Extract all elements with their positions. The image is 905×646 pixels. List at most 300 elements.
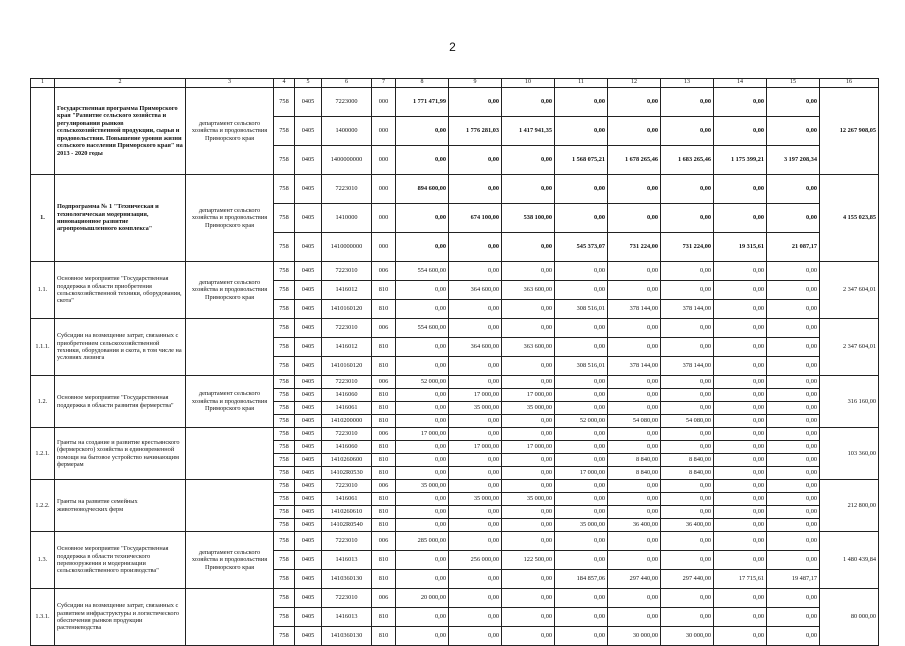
amount-cell: 0,00	[714, 441, 767, 454]
budget-code-cell: 810	[372, 519, 396, 532]
amount-cell: 0,00	[714, 428, 767, 441]
table-row	[31, 319, 879, 338]
budget-code-cell: 7223010	[322, 428, 372, 441]
amount-cell: 0,00	[661, 175, 714, 204]
budget-code-cell: 810	[372, 402, 396, 415]
item-number	[31, 88, 55, 175]
item-name: Государственная программа Приморского края "Развитие сельского хозяйства и регулирования рынков сельскохозяйственной продукции, сырья и продовольствия. Повышение уровня жизни сельского населения Приморского края" на 2013 - 2020 годы	[55, 88, 186, 175]
amount-cell: 1 683 265,46	[661, 146, 714, 175]
amount-cell: 0,00	[767, 589, 820, 608]
amount-cell: 0,00	[767, 300, 820, 319]
amount-cell: 363 600,00	[502, 338, 555, 357]
table-row	[31, 262, 879, 281]
item-name: Гранты на развитие семейных животноводческих ферм	[55, 480, 186, 532]
budget-code-cell: 0405	[295, 608, 322, 627]
table-row	[31, 589, 879, 608]
amount-cell: 0,00	[502, 519, 555, 532]
budget-code-cell: 758	[274, 175, 295, 204]
amount-cell: 35 000,00	[396, 480, 449, 493]
budget-code-cell: 0405	[295, 493, 322, 506]
amount-cell: 0,00	[767, 376, 820, 389]
item-name: Субсидии на возмещение затрат, связанных с приобретением сельскохозяйственной техники, оборудования и скота, в том числе на условиях лизинга	[55, 319, 186, 376]
budget-code-cell: 758	[274, 551, 295, 570]
amount-cell: 0,00	[396, 454, 449, 467]
amount-cell: 0,00	[396, 204, 449, 233]
budget-code-cell: 1416061	[322, 402, 372, 415]
total-amount: 316 160,00	[820, 376, 879, 428]
amount-cell: 0,00	[767, 319, 820, 338]
amount-cell: 0,00	[555, 338, 608, 357]
amount-cell: 0,00	[502, 506, 555, 519]
amount-cell: 3 197 208,34	[767, 146, 820, 175]
amount-cell: 52 000,00	[396, 376, 449, 389]
item-number: 1.2.	[31, 376, 55, 428]
amount-cell: 285 000,00	[396, 532, 449, 551]
amount-cell: 0,00	[449, 480, 502, 493]
table-header-row	[31, 79, 879, 88]
budget-code-cell: 0405	[295, 402, 322, 415]
amount-cell: 0,00	[555, 262, 608, 281]
budget-code-cell: 758	[274, 357, 295, 376]
amount-cell: 8 840,00	[661, 454, 714, 467]
amount-cell: 0,00	[608, 480, 661, 493]
amount-cell: 0,00	[608, 338, 661, 357]
total-amount: 2 347 604,01	[820, 319, 879, 376]
amount-cell: 378 144,00	[608, 300, 661, 319]
amount-cell: 0,00	[661, 441, 714, 454]
budget-code-cell: 7223010	[322, 480, 372, 493]
amount-cell: 0,00	[502, 532, 555, 551]
budget-code-cell: 810	[372, 415, 396, 428]
amount-cell: 0,00	[714, 589, 767, 608]
amount-cell: 0,00	[767, 428, 820, 441]
budget-code-cell: 0405	[295, 415, 322, 428]
budget-code-cell: 758	[274, 454, 295, 467]
budget-code-cell: 810	[372, 281, 396, 300]
amount-cell: 0,00	[502, 233, 555, 262]
budget-code-cell: 0405	[295, 519, 322, 532]
amount-cell: 0,00	[714, 175, 767, 204]
amount-cell: 0,00	[396, 402, 449, 415]
amount-cell: 0,00	[502, 454, 555, 467]
amount-cell: 0,00	[767, 262, 820, 281]
responsible-executor: департамент сельского хозяйства и продовольствия Приморского края	[186, 175, 274, 262]
amount-cell: 0,00	[714, 415, 767, 428]
amount-cell: 0,00	[714, 506, 767, 519]
budget-code-cell: 0405	[295, 532, 322, 551]
amount-cell: 0,00	[714, 480, 767, 493]
amount-cell: 0,00	[714, 551, 767, 570]
budget-code-cell: 810	[372, 493, 396, 506]
budget-code-cell: 000	[372, 88, 396, 117]
amount-cell: 0,00	[767, 627, 820, 646]
amount-cell: 0,00	[502, 589, 555, 608]
budget-code-cell: 1416060	[322, 389, 372, 402]
item-name: Основное мероприятие "Государственная поддержка в области развития фермерства"	[55, 376, 186, 428]
budget-code-cell: 7223010	[322, 319, 372, 338]
amount-cell: 54 080,00	[661, 415, 714, 428]
amount-cell: 0,00	[449, 570, 502, 589]
budget-code-cell: 758	[274, 428, 295, 441]
responsible-executor	[186, 428, 274, 480]
total-amount: 2 347 604,01	[820, 262, 879, 319]
amount-cell: 0,00	[555, 389, 608, 402]
budget-code-cell: 1400000000	[322, 146, 372, 175]
item-name: Основное мероприятие "Государственная поддержка в области технического перевооружения и модернизации сельскохозяйственного производства"	[55, 532, 186, 589]
page-number: 2	[449, 40, 456, 54]
amount-cell: 0,00	[502, 428, 555, 441]
item-number: 1.2.1.	[31, 428, 55, 480]
budget-code-cell: 758	[274, 204, 295, 233]
amount-cell: 0,00	[502, 88, 555, 117]
amount-cell: 19 487,17	[767, 570, 820, 589]
amount-cell: 0,00	[714, 467, 767, 480]
budget-code-cell: 0405	[295, 589, 322, 608]
amount-cell: 0,00	[449, 376, 502, 389]
amount-cell: 0,00	[767, 175, 820, 204]
budget-code-cell: 1410260600	[322, 454, 372, 467]
amount-cell: 0,00	[449, 589, 502, 608]
amount-cell: 0,00	[608, 376, 661, 389]
amount-cell: 0,00	[396, 146, 449, 175]
item-name: Подпрограмма № 1 "Техническая и технологическая модернизация, инновационное развитие агропромышленного комплекса"	[55, 175, 186, 262]
amount-cell: 0,00	[661, 428, 714, 441]
budget-code-cell: 0405	[295, 357, 322, 376]
budget-code-cell: 0405	[295, 454, 322, 467]
budget-code-cell: 14102R0540	[322, 519, 372, 532]
amount-cell: 0,00	[608, 493, 661, 506]
amount-cell: 0,00	[608, 117, 661, 146]
amount-cell: 0,00	[555, 532, 608, 551]
amount-cell: 0,00	[767, 389, 820, 402]
amount-cell: 35 000,00	[555, 519, 608, 532]
responsible-executor: департамент сельского хозяйства и продовольствия Приморского края	[186, 376, 274, 428]
amount-cell: 0,00	[449, 428, 502, 441]
amount-cell: 256 000,00	[449, 551, 502, 570]
budget-code-cell: 758	[274, 467, 295, 480]
amount-cell: 0,00	[502, 262, 555, 281]
amount-cell: 35 000,00	[502, 402, 555, 415]
amount-cell: 0,00	[449, 608, 502, 627]
budget-code-cell: 758	[274, 627, 295, 646]
budget-code-cell: 000	[372, 117, 396, 146]
amount-cell: 0,00	[555, 376, 608, 389]
amount-cell: 0,00	[661, 117, 714, 146]
budget-code-cell: 758	[274, 146, 295, 175]
amount-cell: 0,00	[714, 262, 767, 281]
item-number: 1.2.2.	[31, 480, 55, 532]
budget-code-cell: 7223010	[322, 589, 372, 608]
budget-code-cell: 1410000000	[322, 233, 372, 262]
budget-code-cell: 758	[274, 441, 295, 454]
budget-code-cell: 006	[372, 319, 396, 338]
budget-code-cell: 7223010	[322, 376, 372, 389]
amount-cell: 0,00	[661, 551, 714, 570]
responsible-executor	[186, 319, 274, 376]
amount-cell: 0,00	[767, 493, 820, 506]
amount-cell: 0,00	[608, 589, 661, 608]
budget-code-cell: 758	[274, 262, 295, 281]
budget-code-cell: 006	[372, 428, 396, 441]
budget-code-cell: 758	[274, 389, 295, 402]
budget-code-cell: 758	[274, 88, 295, 117]
amount-cell: 0,00	[661, 281, 714, 300]
amount-cell: 36 400,00	[661, 519, 714, 532]
budget-code-cell: 0405	[295, 300, 322, 319]
amount-cell: 0,00	[555, 493, 608, 506]
amount-cell: 0,00	[661, 532, 714, 551]
budget-code-cell: 1416012	[322, 281, 372, 300]
amount-cell: 0,00	[396, 338, 449, 357]
responsible-executor: департамент сельского хозяйства и продовольствия Приморского края	[186, 532, 274, 589]
amount-cell: 0,00	[714, 338, 767, 357]
amount-cell: 0,00	[714, 117, 767, 146]
amount-cell: 378 144,00	[608, 357, 661, 376]
amount-cell: 378 144,00	[661, 300, 714, 319]
amount-cell: 0,00	[502, 467, 555, 480]
budget-code-cell: 1410260610	[322, 506, 372, 519]
item-name: Субсидии на возмещение затрат, связанных с развитием инфраструктуры и логистического обеспечения рынков продукции растениеводства	[55, 589, 186, 646]
amount-cell: 0,00	[714, 519, 767, 532]
budget-code-cell: 006	[372, 480, 396, 493]
table-row	[31, 88, 879, 117]
amount-cell: 0,00	[396, 281, 449, 300]
budget-code-cell: 0405	[295, 233, 322, 262]
amount-cell: 0,00	[608, 551, 661, 570]
budget-code-cell: 810	[372, 300, 396, 319]
budget-code-cell: 0405	[295, 262, 322, 281]
item-name: Гранты на создание и развитие крестьянского (фермерского) хозяйства и единовременной помощи на бытовое устройство начинающим фермерам	[55, 428, 186, 480]
amount-cell: 17 000,00	[396, 428, 449, 441]
budget-code-cell: 0405	[295, 467, 322, 480]
amount-cell: 17 000,00	[502, 441, 555, 454]
amount-cell: 0,00	[661, 480, 714, 493]
amount-cell: 0,00	[502, 146, 555, 175]
amount-cell: 122 500,00	[502, 551, 555, 570]
amount-cell: 0,00	[608, 389, 661, 402]
amount-cell: 1 175 399,21	[714, 146, 767, 175]
amount-cell: 0,00	[714, 281, 767, 300]
amount-cell: 0,00	[396, 608, 449, 627]
column-header: 1	[31, 79, 55, 88]
amount-cell: 35 000,00	[502, 493, 555, 506]
budget-code-cell: 7223000	[322, 88, 372, 117]
budget-code-cell: 006	[372, 532, 396, 551]
amount-cell: 0,00	[661, 608, 714, 627]
amount-cell: 0,00	[714, 319, 767, 338]
amount-cell: 0,00	[502, 357, 555, 376]
amount-cell: 0,00	[608, 204, 661, 233]
amount-cell: 0,00	[767, 519, 820, 532]
amount-cell: 0,00	[608, 262, 661, 281]
amount-cell: 0,00	[555, 454, 608, 467]
total-amount: 103 360,00	[820, 428, 879, 480]
responsible-executor	[186, 589, 274, 646]
budget-code-cell: 758	[274, 338, 295, 357]
amount-cell: 0,00	[661, 389, 714, 402]
budget-code-cell: 810	[372, 467, 396, 480]
amount-cell: 731 224,00	[608, 233, 661, 262]
budget-code-cell: 1410360130	[322, 627, 372, 646]
budget-code-cell: 0405	[295, 338, 322, 357]
table-row	[31, 175, 879, 204]
amount-cell: 0,00	[555, 281, 608, 300]
amount-cell: 0,00	[555, 627, 608, 646]
amount-cell: 0,00	[714, 300, 767, 319]
amount-cell: 0,00	[608, 281, 661, 300]
column-header: 9	[449, 79, 502, 88]
amount-cell: 0,00	[396, 441, 449, 454]
column-header: 6	[322, 79, 372, 88]
budget-code-cell: 006	[372, 262, 396, 281]
amount-cell: 0,00	[449, 467, 502, 480]
amount-cell: 0,00	[608, 319, 661, 338]
budget-code-cell: 758	[274, 506, 295, 519]
amount-cell: 0,00	[661, 204, 714, 233]
budget-code-cell: 7223010	[322, 262, 372, 281]
budget-code-cell: 810	[372, 570, 396, 589]
amount-cell: 0,00	[661, 506, 714, 519]
amount-cell: 21 087,17	[767, 233, 820, 262]
column-header: 12	[608, 79, 661, 88]
table-row	[31, 480, 879, 493]
budget-table	[30, 78, 879, 646]
table-row	[31, 376, 879, 389]
amount-cell: 0,00	[661, 338, 714, 357]
column-header: 14	[714, 79, 767, 88]
amount-cell: 0,00	[608, 506, 661, 519]
budget-code-cell: 758	[274, 519, 295, 532]
amount-cell: 0,00	[502, 608, 555, 627]
amount-cell: 0,00	[767, 415, 820, 428]
budget-code-cell: 000	[372, 233, 396, 262]
amount-cell: 0,00	[396, 415, 449, 428]
budget-code-cell: 758	[274, 480, 295, 493]
amount-cell: 0,00	[396, 551, 449, 570]
amount-cell: 0,00	[555, 88, 608, 117]
budget-code-cell: 810	[372, 357, 396, 376]
amount-cell: 17 000,00	[502, 389, 555, 402]
budget-code-cell: 758	[274, 281, 295, 300]
budget-code-cell: 0405	[295, 281, 322, 300]
amount-cell: 17 000,00	[449, 389, 502, 402]
amount-cell: 0,00	[502, 570, 555, 589]
column-header: 15	[767, 79, 820, 88]
amount-cell: 0,00	[449, 532, 502, 551]
amount-cell: 0,00	[555, 175, 608, 204]
budget-code-cell: 000	[372, 146, 396, 175]
amount-cell: 30 000,00	[661, 627, 714, 646]
amount-cell: 0,00	[555, 319, 608, 338]
item-name: Основное мероприятие "Государственная поддержка в области приобретения сельскохозяйственной техники, оборудования, скота"	[55, 262, 186, 319]
budget-code-cell: 1410160120	[322, 300, 372, 319]
amount-cell: 0,00	[555, 589, 608, 608]
budget-code-cell: 810	[372, 441, 396, 454]
budget-code-cell: 1416060	[322, 441, 372, 454]
amount-cell: 0,00	[449, 233, 502, 262]
amount-cell: 36 400,00	[608, 519, 661, 532]
budget-code-cell: 758	[274, 233, 295, 262]
amount-cell: 0,00	[714, 376, 767, 389]
budget-code-cell: 0405	[295, 441, 322, 454]
item-number: 1.3.	[31, 532, 55, 589]
budget-code-cell: 0405	[295, 480, 322, 493]
amount-cell: 0,00	[396, 519, 449, 532]
amount-cell: 0,00	[449, 146, 502, 175]
amount-cell: 0,00	[767, 357, 820, 376]
amount-cell: 0,00	[714, 389, 767, 402]
amount-cell: 0,00	[502, 300, 555, 319]
amount-cell: 0,00	[449, 300, 502, 319]
budget-code-cell: 000	[372, 204, 396, 233]
budget-code-cell: 0405	[295, 627, 322, 646]
budget-code-cell: 7223010	[322, 532, 372, 551]
responsible-executor: департамент сельского хозяйства и продовольствия Приморского края	[186, 262, 274, 319]
amount-cell: 0,00	[396, 570, 449, 589]
amount-cell: 0,00	[555, 480, 608, 493]
budget-code-cell: 810	[372, 338, 396, 357]
amount-cell: 0,00	[449, 357, 502, 376]
column-header: 10	[502, 79, 555, 88]
amount-cell: 0,00	[661, 493, 714, 506]
amount-cell: 378 144,00	[661, 357, 714, 376]
amount-cell: 0,00	[714, 357, 767, 376]
amount-cell: 19 315,61	[714, 233, 767, 262]
total-amount: 12 267 908,05	[820, 88, 879, 175]
amount-cell: 538 100,00	[502, 204, 555, 233]
amount-cell: 1 417 941,35	[502, 117, 555, 146]
amount-cell: 0,00	[767, 88, 820, 117]
amount-cell: 0,00	[396, 506, 449, 519]
amount-cell: 0,00	[767, 532, 820, 551]
column-header: 16	[820, 79, 879, 88]
amount-cell: 297 440,00	[608, 570, 661, 589]
column-header: 11	[555, 79, 608, 88]
budget-code-cell: 0405	[295, 146, 322, 175]
amount-cell: 364 600,00	[449, 338, 502, 357]
amount-cell: 731 224,00	[661, 233, 714, 262]
amount-cell: 0,00	[502, 415, 555, 428]
amount-cell: 35 000,00	[449, 493, 502, 506]
amount-cell: 0,00	[555, 551, 608, 570]
amount-cell: 0,00	[449, 88, 502, 117]
amount-cell: 0,00	[396, 233, 449, 262]
responsible-executor	[186, 480, 274, 532]
budget-code-cell: 758	[274, 493, 295, 506]
amount-cell: 0,00	[608, 175, 661, 204]
item-number: 1.1.	[31, 262, 55, 319]
amount-cell: 0,00	[661, 262, 714, 281]
budget-code-cell: 7223010	[322, 175, 372, 204]
amount-cell: 308 516,01	[555, 357, 608, 376]
item-number: 1.1.1.	[31, 319, 55, 376]
column-header: 4	[274, 79, 295, 88]
budget-code-cell: 006	[372, 589, 396, 608]
amount-cell: 0,00	[661, 589, 714, 608]
budget-code-cell: 758	[274, 402, 295, 415]
amount-cell: 17 000,00	[555, 467, 608, 480]
amount-cell: 0,00	[396, 627, 449, 646]
amount-cell: 30 000,00	[608, 627, 661, 646]
amount-cell: 0,00	[714, 454, 767, 467]
amount-cell: 0,00	[502, 175, 555, 204]
column-header: 8	[396, 79, 449, 88]
amount-cell: 0,00	[714, 402, 767, 415]
total-amount: 4 155 023,85	[820, 175, 879, 262]
amount-cell: 363 600,00	[502, 281, 555, 300]
amount-cell: 545 373,07	[555, 233, 608, 262]
amount-cell: 0,00	[449, 175, 502, 204]
